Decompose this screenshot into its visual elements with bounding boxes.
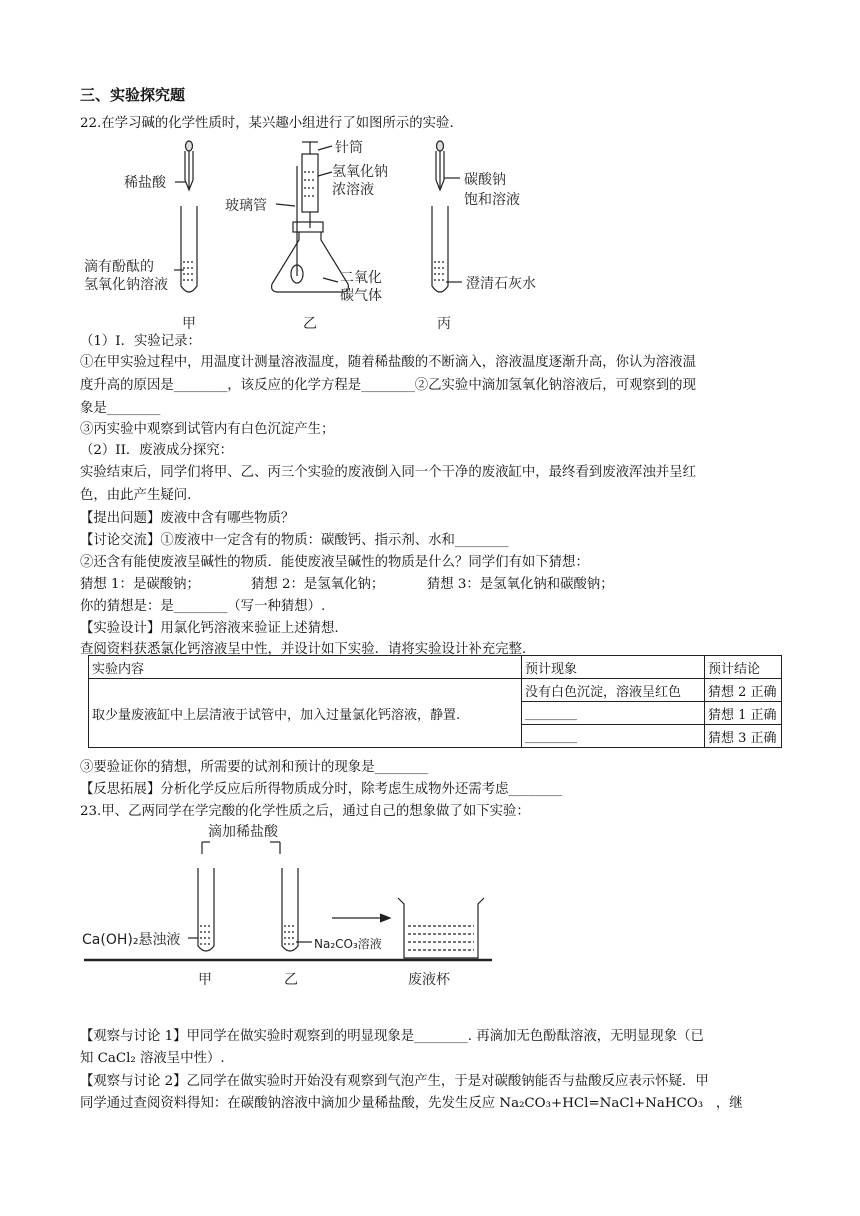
table-cell-phenomenon: ________ [522,702,705,725]
table-header: 预计现象 [522,656,705,679]
q22-line-13: 你的猜想是：是________（写一种猜想）. [80,599,326,614]
table-cell-content: 取少量废液缸中上层清液于试管中，加入过量氯化钙溶液，静置. [89,679,522,748]
q22-line-1: （1）I．实验记录： [80,334,201,349]
label-bing-liquid: 澄清石灰水 [466,276,536,292]
dropper-jia-icon [185,141,193,190]
caption-bing: 丙 [437,316,451,332]
label-bing-reagent-1: 碳酸钠 [464,172,506,188]
test-tube-yi-icon [282,868,298,951]
table-row [89,679,782,702]
caption-jia: 甲 [182,316,196,332]
label-yi-tube: 玻璃管 [225,198,267,214]
test-tube-bing-icon [432,206,448,292]
q22-line-7: 实验结束后，同学们将甲、乙、丙三个实验的废液倒入同一个干净的废液缸中，最终看到废液浑浊并呈红 [80,465,696,480]
q23-line-1: 【观察与讨论 1】甲同学在做实验时观察到的明显现象是________. 再滴加无色酚酞溶液，无明显现象（已 [80,1029,704,1044]
label-na2co3: Na₂CO₃溶液 [314,937,382,951]
syringe-icon [302,142,318,228]
experiment-table [88,655,782,748]
caption-yi: 乙 [284,972,298,988]
q22-line-8: 色，由此产生疑问. [80,488,192,503]
q22-line-4: 象是________ [80,401,161,416]
q22-line-6: （2）II．废液成分探究： [80,443,234,458]
caption-jia: 甲 [198,972,212,988]
test-tube-jia-icon [198,868,214,951]
table-cell-phenomenon: 没有白色沉淀，溶液呈红色 [522,679,705,702]
label-jia-liquid-2: 氢氧化钠溶液 [84,277,168,293]
q22-figure [80,136,580,336]
section-heading: 三、实验探究题 [80,86,186,104]
q22-line-10: 【讨论交流】①废液中一定含有的物质：碳酸钙、指示剂、水和________ [80,533,509,548]
q22-line-11: ②还含有能使废液呈碱性的物质．能使废液呈碱性的物质是什么？同学们有如下猜想： [80,555,589,570]
label-bing-reagent-2: 饱和溶液 [464,192,520,208]
label-jia-reagent: 稀盐酸 [124,175,166,191]
q23-stem: 23.甲、乙两同学在学完酸的化学性质之后，通过自己的想象做了如下实验： [80,804,530,819]
q23-line-4: 同学通过查阅资料得知：在碳酸钠溶液中滴加少量稀盐酸，先发生反应 Na₂CO₃+HCl=NaCl+NaHCO₃ ，继 [80,1096,743,1111]
q23-figure [80,822,500,992]
label-yi-needle: 针筒 [335,140,363,156]
table-cell-phenomenon: ________ [522,725,705,748]
q23-line-3: 【观察与讨论 2】乙同学在做实验时开始没有观察到气泡产生，于是对碳酸钠能否与盐酸反应表示怀疑．甲 [80,1074,709,1089]
caption-waste-cup: 废液杯 [408,972,450,988]
q22-line-9: 【提出问题】废液中含有哪些物质？ [80,511,295,526]
label-caoh2: Ca(OH)₂悬浊液 [82,932,181,948]
q22-after-line-2: 【反思拓展】分析化学反应后所得物质成分时，除考虑生成物外还需考虑________ [80,782,563,797]
label-yi-gas-2: 碳气体 [340,288,382,304]
label-jia-liquid-1: 滴有酚酞的 [84,259,154,275]
q22-line-2: ①在甲实验过程中，用温度计测量溶液温度，随着稀盐酸的不断滴入，溶液温度逐渐升高，你认为溶液温 [80,355,696,370]
q22-line-15: 查阅资料获悉氯化钙溶液呈中性，并设计如下实验．请将实验设计补充完整. [80,642,527,657]
q22-line-3: 度升高的原因是________，该反应的化学方程是________②乙实验中滴加氢氧化钠溶液后，可观察到的现 [80,378,696,393]
label-yi-gas-1: 二氧化 [340,270,382,286]
q23-line-2: 知 CaCl₂ 溶液呈中性）. [80,1051,225,1066]
table-cell-conclusion: 猜想 3 正确 [705,725,782,748]
waste-beaker-icon [398,898,484,958]
q22-line-14: 【实验设计】用氯化钙溶液来验证上述猜想. [80,621,339,636]
dropper-bing-icon [436,141,444,190]
table-header: 预计结论 [705,656,782,679]
table-header: 实验内容 [89,656,522,679]
table-cell-conclusion: 猜想 2 正确 [705,679,782,702]
test-tube-jia-icon [181,206,197,292]
q22-after-line-1: ③要验证你的猜想，所需要的试剂和预计的现象是________ [80,760,429,775]
q22-line-12: 猜想 1：是碳酸钠； 猜想 2：是氢氧化钠； 猜想 3：是氢氧化钠和碳酸钠； [80,577,614,592]
table-cell-conclusion: 猜想 1 正确 [705,702,782,725]
label-yi-naoh-2: 浓溶液 [332,182,374,198]
caption-yi: 乙 [303,316,317,332]
q22-stem: 22.在学习碱的化学性质时，某兴趣小组进行了如图所示的实验. [80,116,454,131]
label-drop-hcl: 滴加稀盐酸 [208,824,278,840]
table-header-row [89,656,782,679]
label-yi-naoh-1: 氢氧化钠 [332,164,388,180]
q22-line-5: ③丙实验中观察到试管内有白色沉淀产生； [80,422,335,437]
arrow-right-icon [332,914,390,922]
